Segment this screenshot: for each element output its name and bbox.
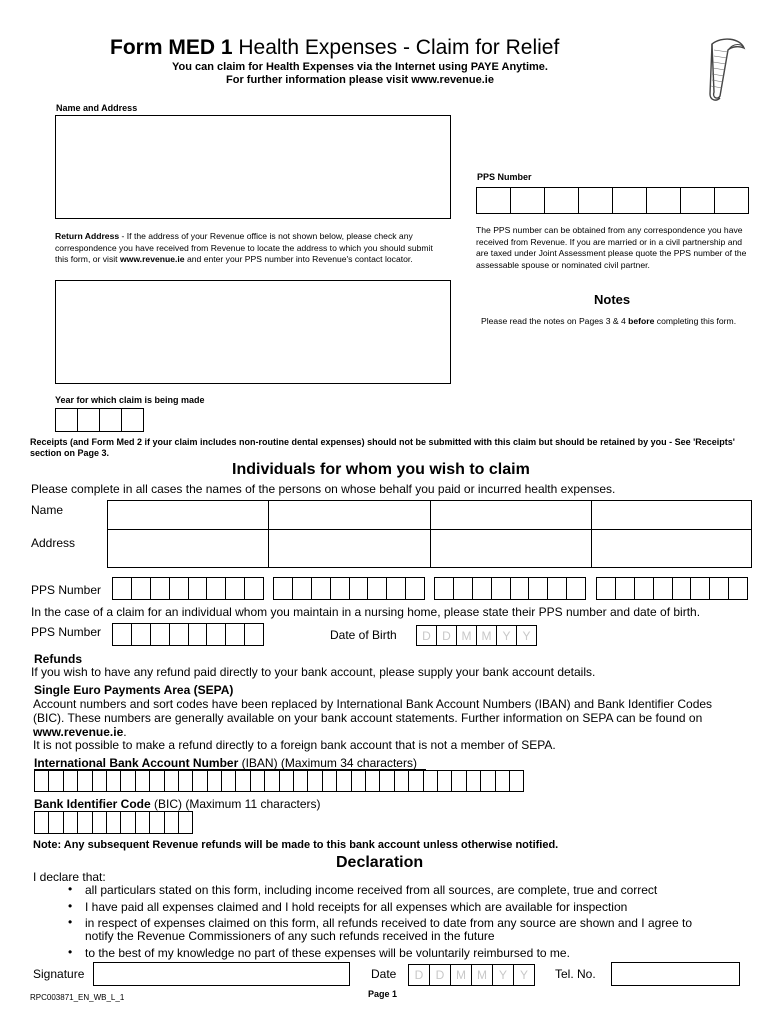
iban-char-cell	[178, 770, 193, 792]
date-label: Date	[371, 967, 397, 981]
iban-char-cell	[34, 770, 49, 792]
bic-char-cell	[77, 811, 92, 834]
bic-char-cell	[120, 811, 135, 834]
bic-char-cell	[34, 811, 49, 834]
bullet-icon: •	[68, 899, 73, 913]
form-title-rest: Health Expenses - Claim for Relief	[232, 36, 560, 59]
person-2-name[interactable]	[269, 501, 430, 529]
date-cell: Y	[492, 964, 514, 986]
iban-char-cell	[394, 770, 409, 792]
pps-number-label: PPS Number	[477, 172, 532, 182]
iban-char-cell	[264, 770, 279, 792]
header-subtitle-1: You can claim for Health Expenses via the Internet using PAYE Anytime.	[172, 61, 548, 73]
sepa-text-1: Account numbers and sort codes have been replaced by International Bank Account Numbers (IBAN) and Bank Identifier Codes	[33, 697, 713, 711]
iban-char-cell	[379, 770, 394, 792]
iban-char-cell	[63, 770, 78, 792]
bic-label	[34, 797, 321, 811]
iban-char-cell	[235, 770, 250, 792]
iban-char-cell	[48, 770, 63, 792]
page-number: Page 1	[368, 989, 398, 999]
bic-field[interactable]	[34, 811, 203, 834]
tel-number-field[interactable]	[611, 962, 740, 986]
iban-char-cell	[495, 770, 510, 792]
iban-char-cell	[192, 770, 207, 792]
individuals-title: Individuals for whom you wish to claim	[232, 461, 530, 478]
dob-cell: Y	[516, 625, 537, 646]
dob-cell: M	[476, 625, 497, 646]
person-3-pps[interactable]	[434, 577, 586, 600]
return-address-heading: Return Address	[55, 231, 120, 241]
individuals-intro: Please complete in all cases the names of the persons on whose behalf you paid or incurred health expenses.	[31, 482, 616, 496]
declaration-item: I have paid all expenses claimed and I hold receipts for all expenses which are available for inspection	[85, 900, 628, 914]
iban-char-cell	[77, 770, 92, 792]
iban-char-cell	[221, 770, 236, 792]
person-4-address[interactable]	[592, 530, 751, 567]
iban-char-cell	[106, 770, 121, 792]
iban-char-cell	[408, 770, 423, 792]
iban-char-cell	[120, 770, 135, 792]
pps-number-field[interactable]	[476, 187, 752, 214]
declaration-intro: I declare that:	[33, 870, 106, 884]
iban-char-cell	[365, 770, 380, 792]
bullet-icon: •	[68, 882, 73, 896]
bullet-icon: •	[68, 945, 73, 959]
refunds-text: If you wish to have any refund paid directly to your bank account, please supply your bank account details.	[31, 665, 596, 679]
iban-char-cell	[307, 770, 322, 792]
person-2-pps[interactable]	[273, 577, 425, 600]
iban-char-cell	[135, 770, 150, 792]
name-address-label: Name and Address	[56, 103, 138, 113]
year-label: Year for which claim is being made	[55, 395, 205, 405]
iban-char-cell	[92, 770, 107, 792]
tel-label: Tel. No.	[555, 967, 596, 981]
bic-char-cell	[106, 811, 121, 834]
sepa-text-2: (BIC). These numbers are generally available on your bank account statements. Further information on SEPA can be found on	[33, 711, 703, 725]
pps-info-text: The PPS number can be obtained from any correspondence you have received from Revenue. If you are married or in a civil partnership and are taxed under Joint Assessment please quote the PPS number of the assessable spouse or nominated civil partner.	[476, 225, 747, 270]
iban-char-cell	[509, 770, 524, 792]
sepa-revenue-link[interactable]: www.revenue.ie	[33, 725, 124, 739]
bic-char-cell	[63, 811, 78, 834]
nursing-pps-label: PPS Number	[31, 625, 102, 639]
return-address-tail: and enter your PPS number into Revenue's contact locator.	[184, 254, 413, 264]
iban-char-cell	[437, 770, 452, 792]
iban-char-cell	[423, 770, 438, 792]
iban-char-cell	[480, 770, 495, 792]
declaration-item: in respect of expenses claimed on this form, all refunds received to date from any source are shown and I agree to	[85, 916, 692, 930]
iban-field[interactable]	[34, 770, 556, 792]
bic-char-cell	[135, 811, 150, 834]
person-4-name[interactable]	[592, 501, 751, 529]
iban-char-cell	[451, 770, 466, 792]
dob-cell: D	[436, 625, 457, 646]
person-1-pps[interactable]	[112, 577, 264, 600]
revenue-link[interactable]: www.revenue.ie	[119, 254, 185, 264]
header-subtitle-2: For further information please visit www.revenue.ie	[226, 74, 494, 86]
nursing-home-pps[interactable]	[112, 623, 264, 646]
dob-label: Date of Birth	[330, 628, 397, 642]
form-title-bold: Form MED 1	[110, 36, 233, 59]
dob-cell: M	[456, 625, 477, 646]
foreign-account-text: It is not possible to make a refund directly to a foreign bank account that is not a member of SEPA.	[33, 738, 556, 752]
bic-char-cell	[164, 811, 179, 834]
harp-emblem-icon	[700, 36, 750, 104]
receipts-note: Receipts (and Form Med 2 if your claim includes non-routine dental expenses) should not be submitted with this claim but should be retained by you - See 'Receipts' section on Page 3.	[30, 437, 735, 458]
bic-label-rest: (BIC) (Maximum 11 characters)	[150, 797, 321, 811]
bic-char-cell	[178, 811, 193, 834]
iban-char-cell	[336, 770, 351, 792]
iban-char-cell	[164, 770, 179, 792]
address-label: Address	[31, 536, 76, 550]
date-cell: D	[408, 964, 430, 986]
declaration-item: all particulars stated on this form, including income received from all sources, are complete, true and correct	[85, 883, 658, 897]
notes-text-c: completing this form.	[654, 316, 737, 326]
refunds-title: Refunds	[34, 652, 82, 666]
name-label: Name	[31, 503, 64, 517]
dob-cell: D	[416, 625, 437, 646]
bic-char-cell	[48, 811, 63, 834]
iban-char-cell	[351, 770, 366, 792]
dob-cell: Y	[496, 625, 517, 646]
iban-char-cell	[207, 770, 222, 792]
person-1-name[interactable]	[108, 501, 268, 529]
bic-char-cell	[92, 811, 107, 834]
return-address-body: - If the address of your Revenue office is not shown below, please check any correspondence you have received from Revenue to locate the address to which you should submit this form, or visit	[55, 231, 433, 264]
signature-label: Signature	[33, 967, 85, 981]
form-title	[110, 36, 559, 60]
declaration-item: notify the Revenue Commissioners of any such refunds received in the future	[85, 929, 495, 943]
bic-label-bold: Bank Identifier Code	[34, 797, 151, 811]
date-cell: Y	[513, 964, 535, 986]
iban-char-cell	[322, 770, 337, 792]
name-address-field[interactable]	[55, 115, 451, 219]
person-2-address[interactable]	[269, 530, 430, 567]
sepa-link-tail: .	[123, 725, 127, 739]
return-address-field[interactable]	[55, 280, 451, 384]
individual-pps-label: PPS Number	[31, 583, 102, 597]
declaration-title: Declaration	[336, 854, 424, 871]
notes-text-bold: before	[628, 316, 655, 326]
notes-text-a: Please read the notes on Pages 3 & 4	[481, 316, 629, 326]
iban-char-cell	[293, 770, 308, 792]
year-field[interactable]	[55, 408, 144, 432]
nursing-home-text: In the case of a claim for an individual whom you maintain in a nursing home, please state their PPS number and date of birth.	[31, 605, 701, 619]
iban-char-cell	[466, 770, 481, 792]
return-address-text	[55, 231, 445, 266]
iban-char-cell	[279, 770, 294, 792]
person-3-address[interactable]	[431, 530, 591, 567]
date-cell: D	[429, 964, 451, 986]
notes-title: Notes	[594, 292, 631, 307]
date-cell: M	[450, 964, 472, 986]
person-1-address[interactable]	[108, 530, 268, 567]
individuals-table	[107, 500, 752, 568]
bic-char-cell	[149, 811, 164, 834]
bullet-icon: •	[68, 915, 73, 929]
iban-label	[34, 756, 417, 770]
signature-date-field[interactable]	[408, 964, 535, 986]
signature-field[interactable]	[93, 962, 350, 986]
date-of-birth-field[interactable]	[416, 625, 538, 646]
person-3-name[interactable]	[431, 501, 591, 529]
iban-char-cell	[149, 770, 164, 792]
bank-account-note: Note: Any subsequent Revenue refunds will be made to this bank account unless otherwise notified.	[33, 839, 559, 851]
iban-label-rest: (IBAN) (Maximum 34 characters)	[238, 756, 417, 770]
declaration-item: to the best of my knowledge no part of these expenses will be voluntarily reimbursed to me.	[85, 946, 570, 960]
form-code: RPC003871_EN_WB_L_1	[30, 993, 125, 1002]
iban-label-bold: International Bank Account Number	[34, 756, 239, 770]
iban-char-cell	[250, 770, 265, 792]
notes-text	[481, 316, 751, 328]
sepa-link-line	[33, 725, 127, 739]
date-cell: M	[471, 964, 493, 986]
person-4-pps[interactable]	[596, 577, 748, 600]
sepa-title: Single Euro Payments Area (SEPA)	[34, 683, 234, 697]
